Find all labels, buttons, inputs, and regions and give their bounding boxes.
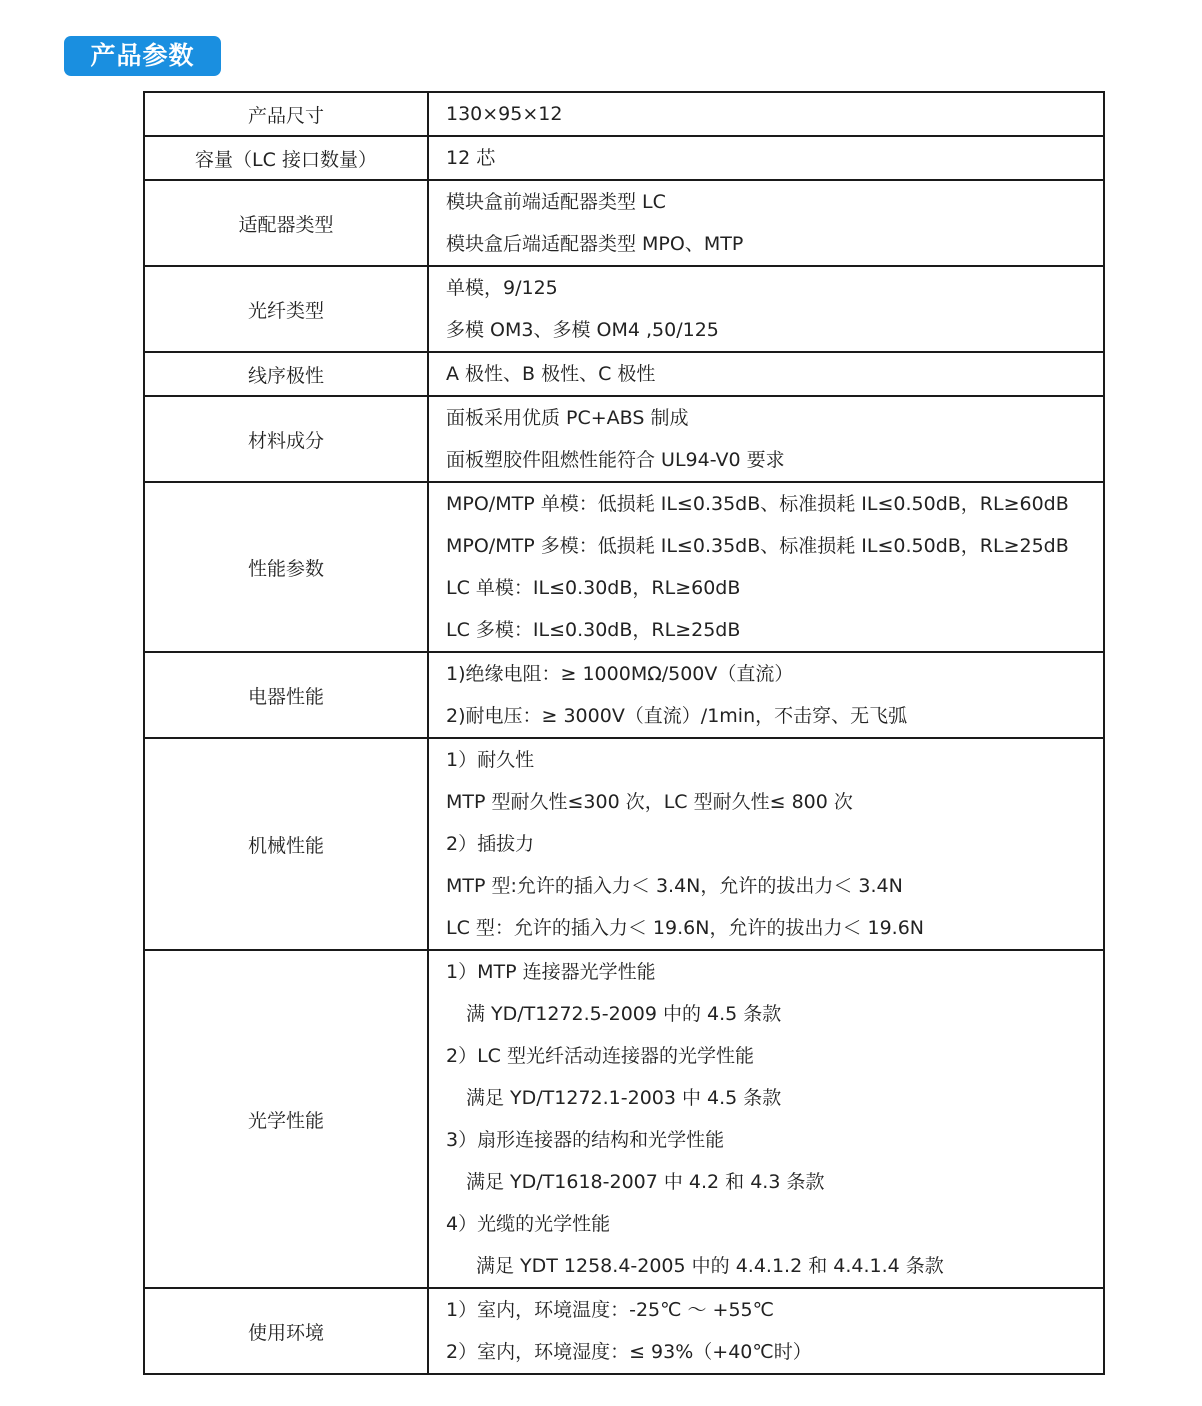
value-line: 模块盒后端适配器类型 MPO、MTP (446, 233, 744, 255)
value-line: 12 芯 (446, 147, 496, 169)
value-line: MTP 型:允许的插入力＜ 3.4N，允许的拔出力＜ 3.4N (446, 875, 903, 897)
value-line: LC 多模：IL≤0.30dB，RL≥25dB (446, 619, 741, 641)
table-row (144, 136, 1104, 180)
table-row (144, 482, 1104, 652)
value-line: MPO/MTP 多模：低损耗 IL≤0.35dB、标准损耗 IL≤0.50dB，RL≥25dB (446, 535, 1069, 557)
row-value (428, 738, 1104, 950)
value-line: 130×95×12 (446, 103, 563, 125)
value-line: 面板塑胶件阻燃性能符合 UL94-V0 要求 (446, 449, 785, 471)
row-label: 线序极性 (144, 352, 428, 396)
section-title: 产品参数 (64, 36, 221, 76)
value-line: 1）室内，环境温度：-25℃ ～ +55℃ (446, 1299, 774, 1321)
row-label: 使用环境 (144, 1288, 428, 1374)
value-line: 单模，9/125 (446, 277, 558, 299)
value-line: LC 单模：IL≤0.30dB，RL≥60dB (446, 577, 741, 599)
row-value (428, 180, 1104, 266)
row-value (428, 1288, 1104, 1374)
row-label: 性能参数 (144, 482, 428, 652)
value-line: 模块盒前端适配器类型 LC (446, 191, 666, 213)
value-line: 2）插拔力 (446, 833, 535, 855)
table-row (144, 92, 1104, 136)
table-row (144, 266, 1104, 352)
row-value (428, 352, 1104, 396)
value-line: 2)耐电压：≥ 3000V（直流）/1min，不击穿、无飞弧 (446, 705, 908, 727)
table-row (144, 652, 1104, 738)
table-row (144, 396, 1104, 482)
row-label: 光学性能 (144, 950, 428, 1288)
value-line: 满足 YD/T1272.1-2003 中 4.5 条款 (466, 1087, 782, 1109)
spec-table (143, 91, 1105, 1375)
row-label: 适配器类型 (144, 180, 428, 266)
value-line: A 极性、B 极性、C 极性 (446, 363, 656, 385)
row-label: 容量（LC 接口数量） (144, 136, 428, 180)
value-line: 2）室内，环境湿度：≤ 93%（+40℃时） (446, 1341, 812, 1363)
row-value (428, 266, 1104, 352)
value-line: 3）扇形连接器的结构和光学性能 (446, 1129, 725, 1151)
row-value (428, 136, 1104, 180)
value-line: 满足 YDT 1258.4-2005 中的 4.4.1.2 和 4.4.1.4 条款 (476, 1255, 944, 1277)
value-line: 1）MTP 连接器光学性能 (446, 961, 656, 983)
row-label: 材料成分 (144, 396, 428, 482)
table-row (144, 950, 1104, 1288)
table-row (144, 1288, 1104, 1374)
row-label: 光纤类型 (144, 266, 428, 352)
value-line: 多模 OM3、多模 OM4 ,50/125 (446, 319, 719, 341)
value-line: 2）LC 型光纤活动连接器的光学性能 (446, 1045, 754, 1067)
value-line: 满 YD/T1272.5-2009 中的 4.5 条款 (466, 1003, 782, 1025)
value-line: MPO/MTP 单模：低损耗 IL≤0.35dB、标准损耗 IL≤0.50dB，RL≥60dB (446, 493, 1069, 515)
table-row (144, 352, 1104, 396)
value-line: 满足 YD/T1618-2007 中 4.2 和 4.3 条款 (466, 1171, 825, 1193)
value-line: LC 型：允许的插入力＜ 19.6N，允许的拔出力＜ 19.6N (446, 917, 925, 939)
table-row (144, 738, 1104, 950)
row-value (428, 482, 1104, 652)
row-label: 产品尺寸 (144, 92, 428, 136)
row-value (428, 950, 1104, 1288)
value-line: 1）耐久性 (446, 749, 535, 771)
value-line: 1)绝缘电阻：≥ 1000MΩ/500V（直流） (446, 663, 794, 685)
row-value (428, 92, 1104, 136)
row-label: 电器性能 (144, 652, 428, 738)
row-label: 机械性能 (144, 738, 428, 950)
row-value (428, 396, 1104, 482)
value-line: MTP 型耐久性≤300 次，LC 型耐久性≤ 800 次 (446, 791, 853, 813)
value-line: 4）光缆的光学性能 (446, 1213, 611, 1235)
value-line: 面板采用优质 PC+ABS 制成 (446, 407, 689, 429)
row-value (428, 652, 1104, 738)
table-row (144, 180, 1104, 266)
